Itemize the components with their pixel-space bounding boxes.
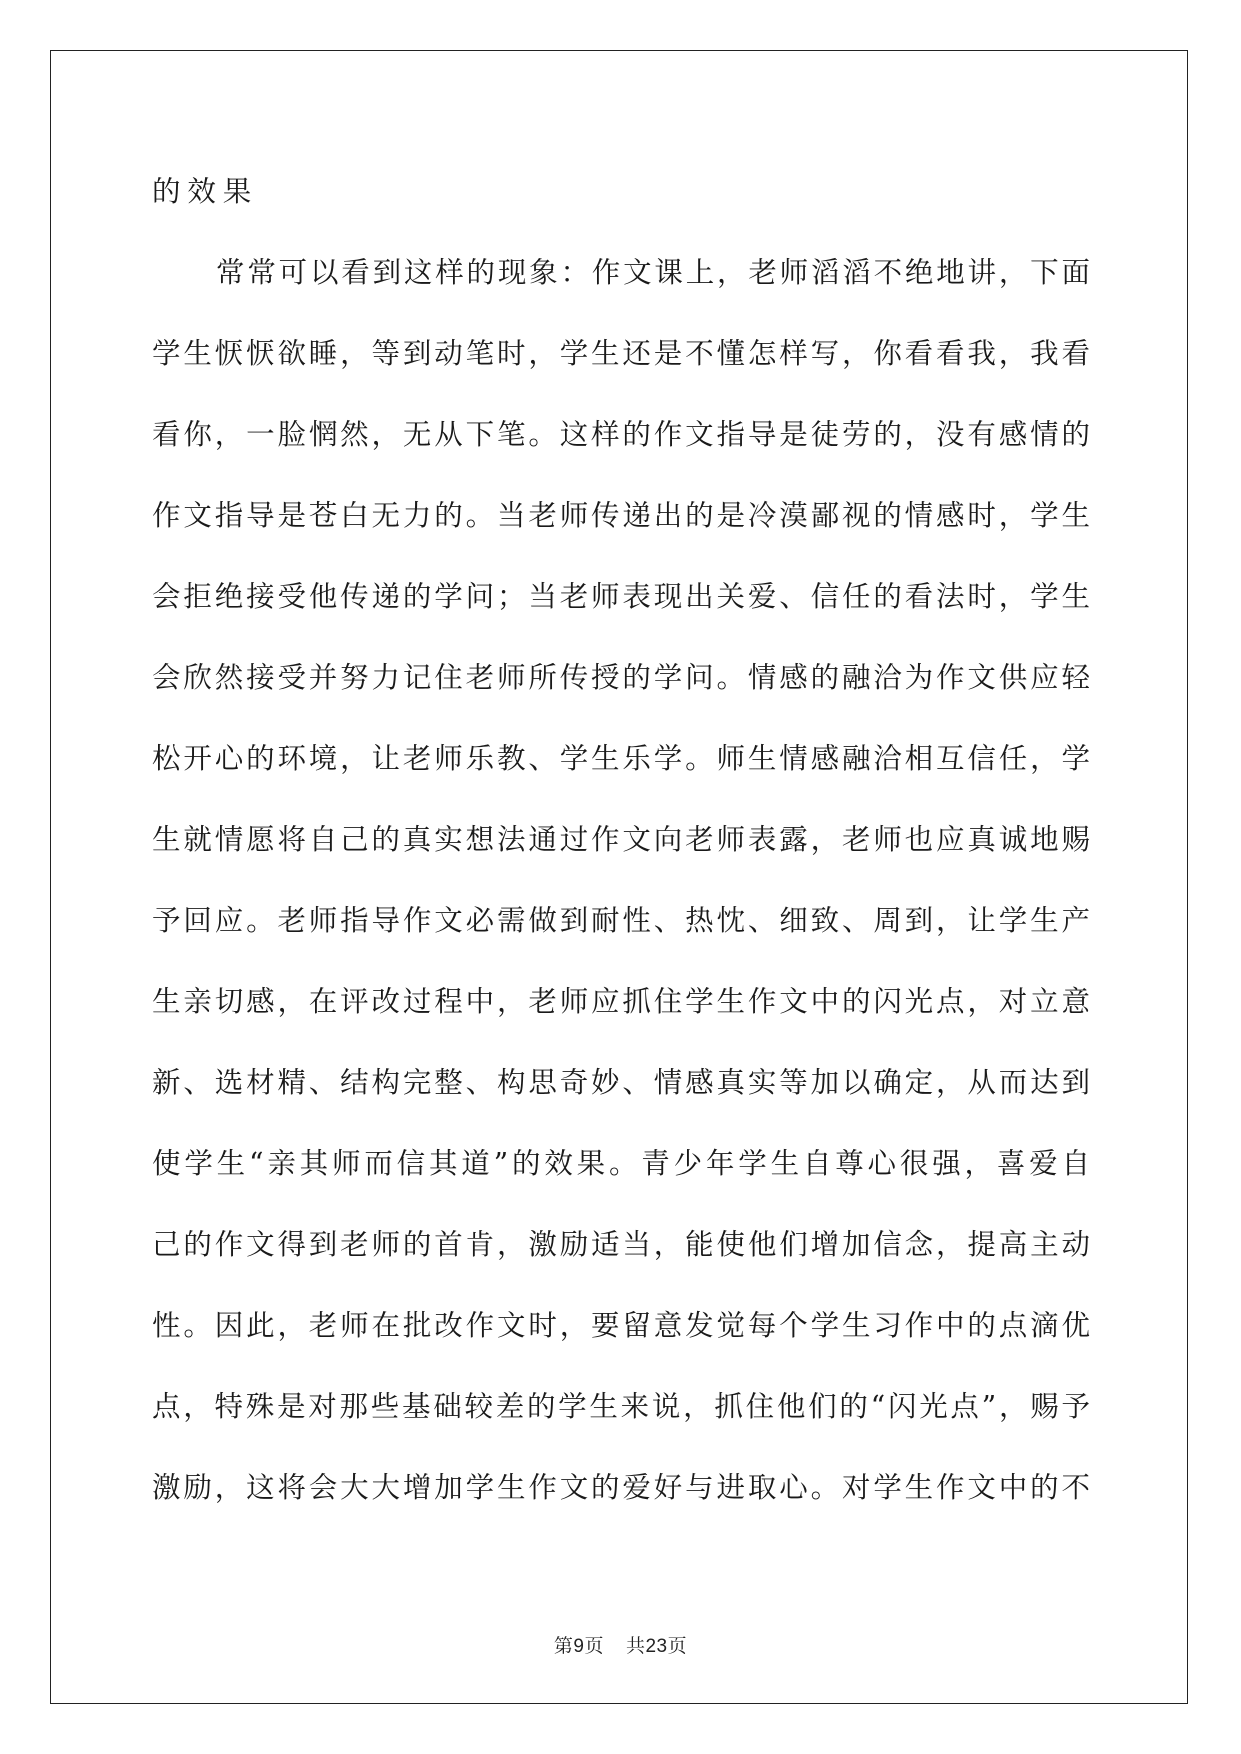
- page-footer: [0, 1631, 1241, 1658]
- text-line: 生就情愿将自己的真实想法通过作文向老师表露，老师也应真诚地赐: [152, 823, 1090, 856]
- text-line: 点，特殊是对那些基础较差的学生来说，抓住他们的“闪光点”，赐予: [152, 1390, 1090, 1423]
- total-suffix: 页: [667, 1636, 688, 1657]
- text-line: 的效果: [152, 175, 259, 208]
- page-number: 9: [573, 1636, 585, 1657]
- text-line: 学生恹恹欲睡，等到动笔时，学生还是不懂怎样写，你看看我，我看: [152, 337, 1090, 370]
- total-prefix: 共: [625, 1636, 646, 1657]
- text-line: 作文指导是苍白无力的。当老师传递出的是冷漠鄙视的情感时，学生: [152, 499, 1090, 532]
- text-line: 松开心的环境，让老师乐教、学生乐学。师生情感融洽相互信任，学: [152, 742, 1090, 775]
- text-line: 性。因此，老师在批改作文时，要留意发觉每个学生习作中的点滴优: [152, 1309, 1090, 1342]
- text-line: 新、选材精、结构完整、构思奇妙、情感真实等加以确定，从而达到: [152, 1066, 1090, 1099]
- page-prefix: 第: [553, 1636, 574, 1657]
- text-line: 看你，一脸惘然，无从下笔。这样的作文指导是徒劳的，没有感情的: [152, 418, 1090, 451]
- text-line: 己的作文得到老师的首肯，激励适当，能使他们增加信念，提高主动: [152, 1228, 1090, 1261]
- text-line: 予回应。老师指导作文必需做到耐性、热忱、细致、周到，让学生产: [152, 904, 1090, 937]
- document-body: [152, 162, 1090, 1539]
- text-line: 使学生“亲其师而信其道”的效果。青少年学生自尊心很强，喜爱自: [152, 1147, 1090, 1180]
- text-line: 激励，这将会大大增加学生作文的爱好与进取心。对学生作文中的不: [152, 1471, 1090, 1504]
- text-line: 会欣然接受并努力记住老师所传授的学问。情感的融洽为作文供应轻: [152, 661, 1090, 694]
- page-suffix: 页: [584, 1636, 604, 1657]
- text-line: 会拒绝接受他传递的学问；当老师表现出关爱、信任的看法时，学生: [152, 580, 1090, 613]
- paragraph-first-line: 常常可以看到这样的现象：作文课上，老师滔滔不绝地讲，下面: [216, 256, 1090, 289]
- total-pages: 23: [645, 1636, 668, 1657]
- text-line: 生亲切感，在评改过程中，老师应抓住学生作文中的闪光点，对立意: [152, 985, 1090, 1018]
